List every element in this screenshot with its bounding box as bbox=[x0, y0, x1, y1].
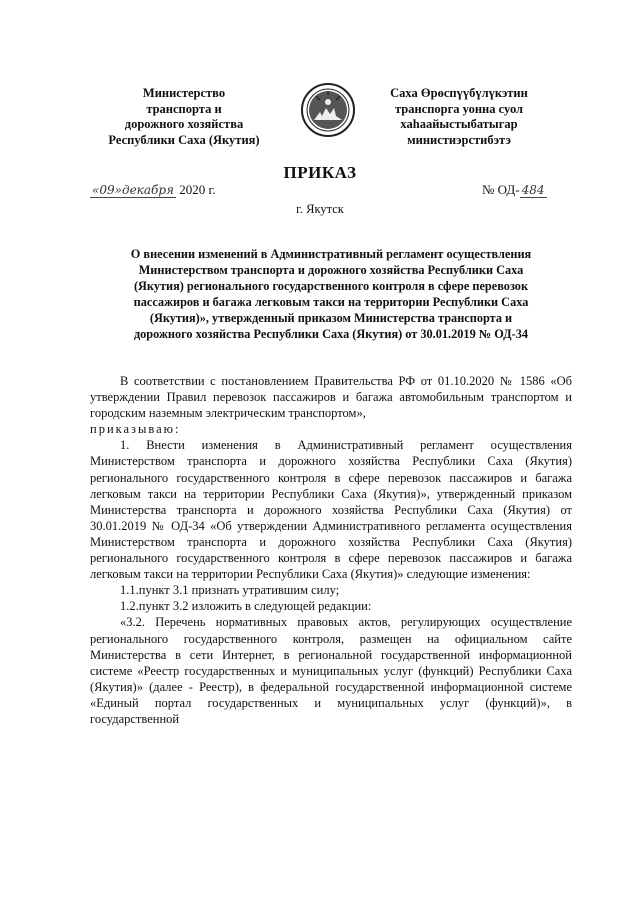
date-open-quote: « bbox=[92, 183, 100, 197]
ministry-name-sakha-line-4: министиэрстибэтэ bbox=[407, 132, 511, 147]
preamble-paragraph: В соответствии с постановлением Правительства РФ от 01.10.2020 № 1586 «Об утверждении Правил перевозок пассажиров и багажа автомобильным транспортом и городским наземным электрическим транспортом», bbox=[90, 374, 572, 421]
ministry-name-russian bbox=[98, 86, 270, 148]
ministry-name-sakha-line-2: транспорга уонна суол bbox=[394, 101, 524, 116]
order-subject bbox=[100, 246, 562, 343]
date-month: декабря bbox=[121, 183, 174, 197]
coat-of-arms-emblem bbox=[300, 82, 356, 138]
paragraph-item-1-1: 1.1.пункт 3.1 признать утратившим силу; bbox=[120, 583, 340, 598]
subject-line-3: (Якутия) регионального государственного контроля в сфере перевозок bbox=[133, 279, 529, 294]
order-number-prefix: № ОД- bbox=[482, 182, 520, 197]
ministry-name-sakha-line-1: Саха Өрөспүүбүлүкэтин bbox=[390, 86, 528, 100]
paragraph-item-1-2: 1.2.пункт 3.2 изложить в следующей редакции: bbox=[120, 599, 372, 614]
city: г. Якутск bbox=[296, 202, 344, 216]
paragraph-item-1: 1. Внести изменения в Административный регламент осуществления Министерством транспорта и дорожного хозяйства Республики Саха (Якутия) регионального государственного контроля в сфере перевозок пассажиров и багажа легковым такси на территории Республики Саха (Якутия)», утвержденный приказом Министерства транспорта и дорожного хозяйства Республики Саха (Якутия) от 30.01.2019 № ОД-34 «Об утверждении Административного регламента осуществления Министерством транспорта и дорожного хозяйства Республики Саха (Якутия) регионального государственного контроля в сфере перевозок пассажиров и багажа легковым такси на территории Республики Саха (Якутия)» следующие изменения: bbox=[90, 438, 572, 582]
subject-line-5: (Якутия)», утвержденный приказом Министерства транспорта и bbox=[149, 311, 513, 326]
date-day: 09 bbox=[99, 183, 115, 197]
subject-line-6: дорожного хозяйства Республики Саха (Якутия) от 30.01.2019 № ОД-34 bbox=[133, 327, 529, 342]
ministry-name-ru-line-4: Республики Саха (Якутия) bbox=[108, 132, 260, 147]
ministry-name-ru-line-3: дорожного хозяйства bbox=[124, 117, 244, 131]
date-mid-quote: » bbox=[114, 183, 122, 197]
ministry-name-sakha-line-3: хаһаайыстыбатыгар bbox=[400, 117, 518, 131]
date-handwritten bbox=[90, 183, 176, 198]
ministry-name-ru-line-1: Министерство bbox=[142, 86, 226, 100]
paragraph-item-3-2: «3.2. Перечень нормативных правовых актов, регулирующих осуществление регионального государственного контроля, размещен на официальном сайте Министерства в сети Интернет, в региональной государственной информационной системе «Реестр государственных и муниципальных услуг (функций) Республики Саха (Якутия)» (далее - Реестр), в федеральной государственной информационной системе «Единый портал государственных и муниципальных услуг (функций)», в государственной bbox=[90, 615, 572, 726]
subject-line-4: пассажиров и багажа легковым такси на территории Республики Саха bbox=[133, 295, 529, 310]
subject-line-1: О внесении изменений в Административный регламент осуществления bbox=[130, 247, 532, 261]
order-date bbox=[90, 182, 216, 198]
subject-line-2: Министерством транспорта и дорожного хозяйства Республики Саха bbox=[138, 263, 524, 278]
date-year: 2020 г. bbox=[179, 182, 216, 197]
ministry-name-ru-line-2: транспорта и bbox=[146, 101, 222, 116]
ministry-name-sakha bbox=[366, 86, 552, 148]
order-number bbox=[482, 182, 547, 198]
order-word: приказываю: bbox=[90, 422, 181, 437]
document-title: ПРИКАЗ bbox=[283, 163, 357, 182]
order-body bbox=[90, 373, 572, 727]
order-number-value: 484 bbox=[521, 183, 545, 197]
